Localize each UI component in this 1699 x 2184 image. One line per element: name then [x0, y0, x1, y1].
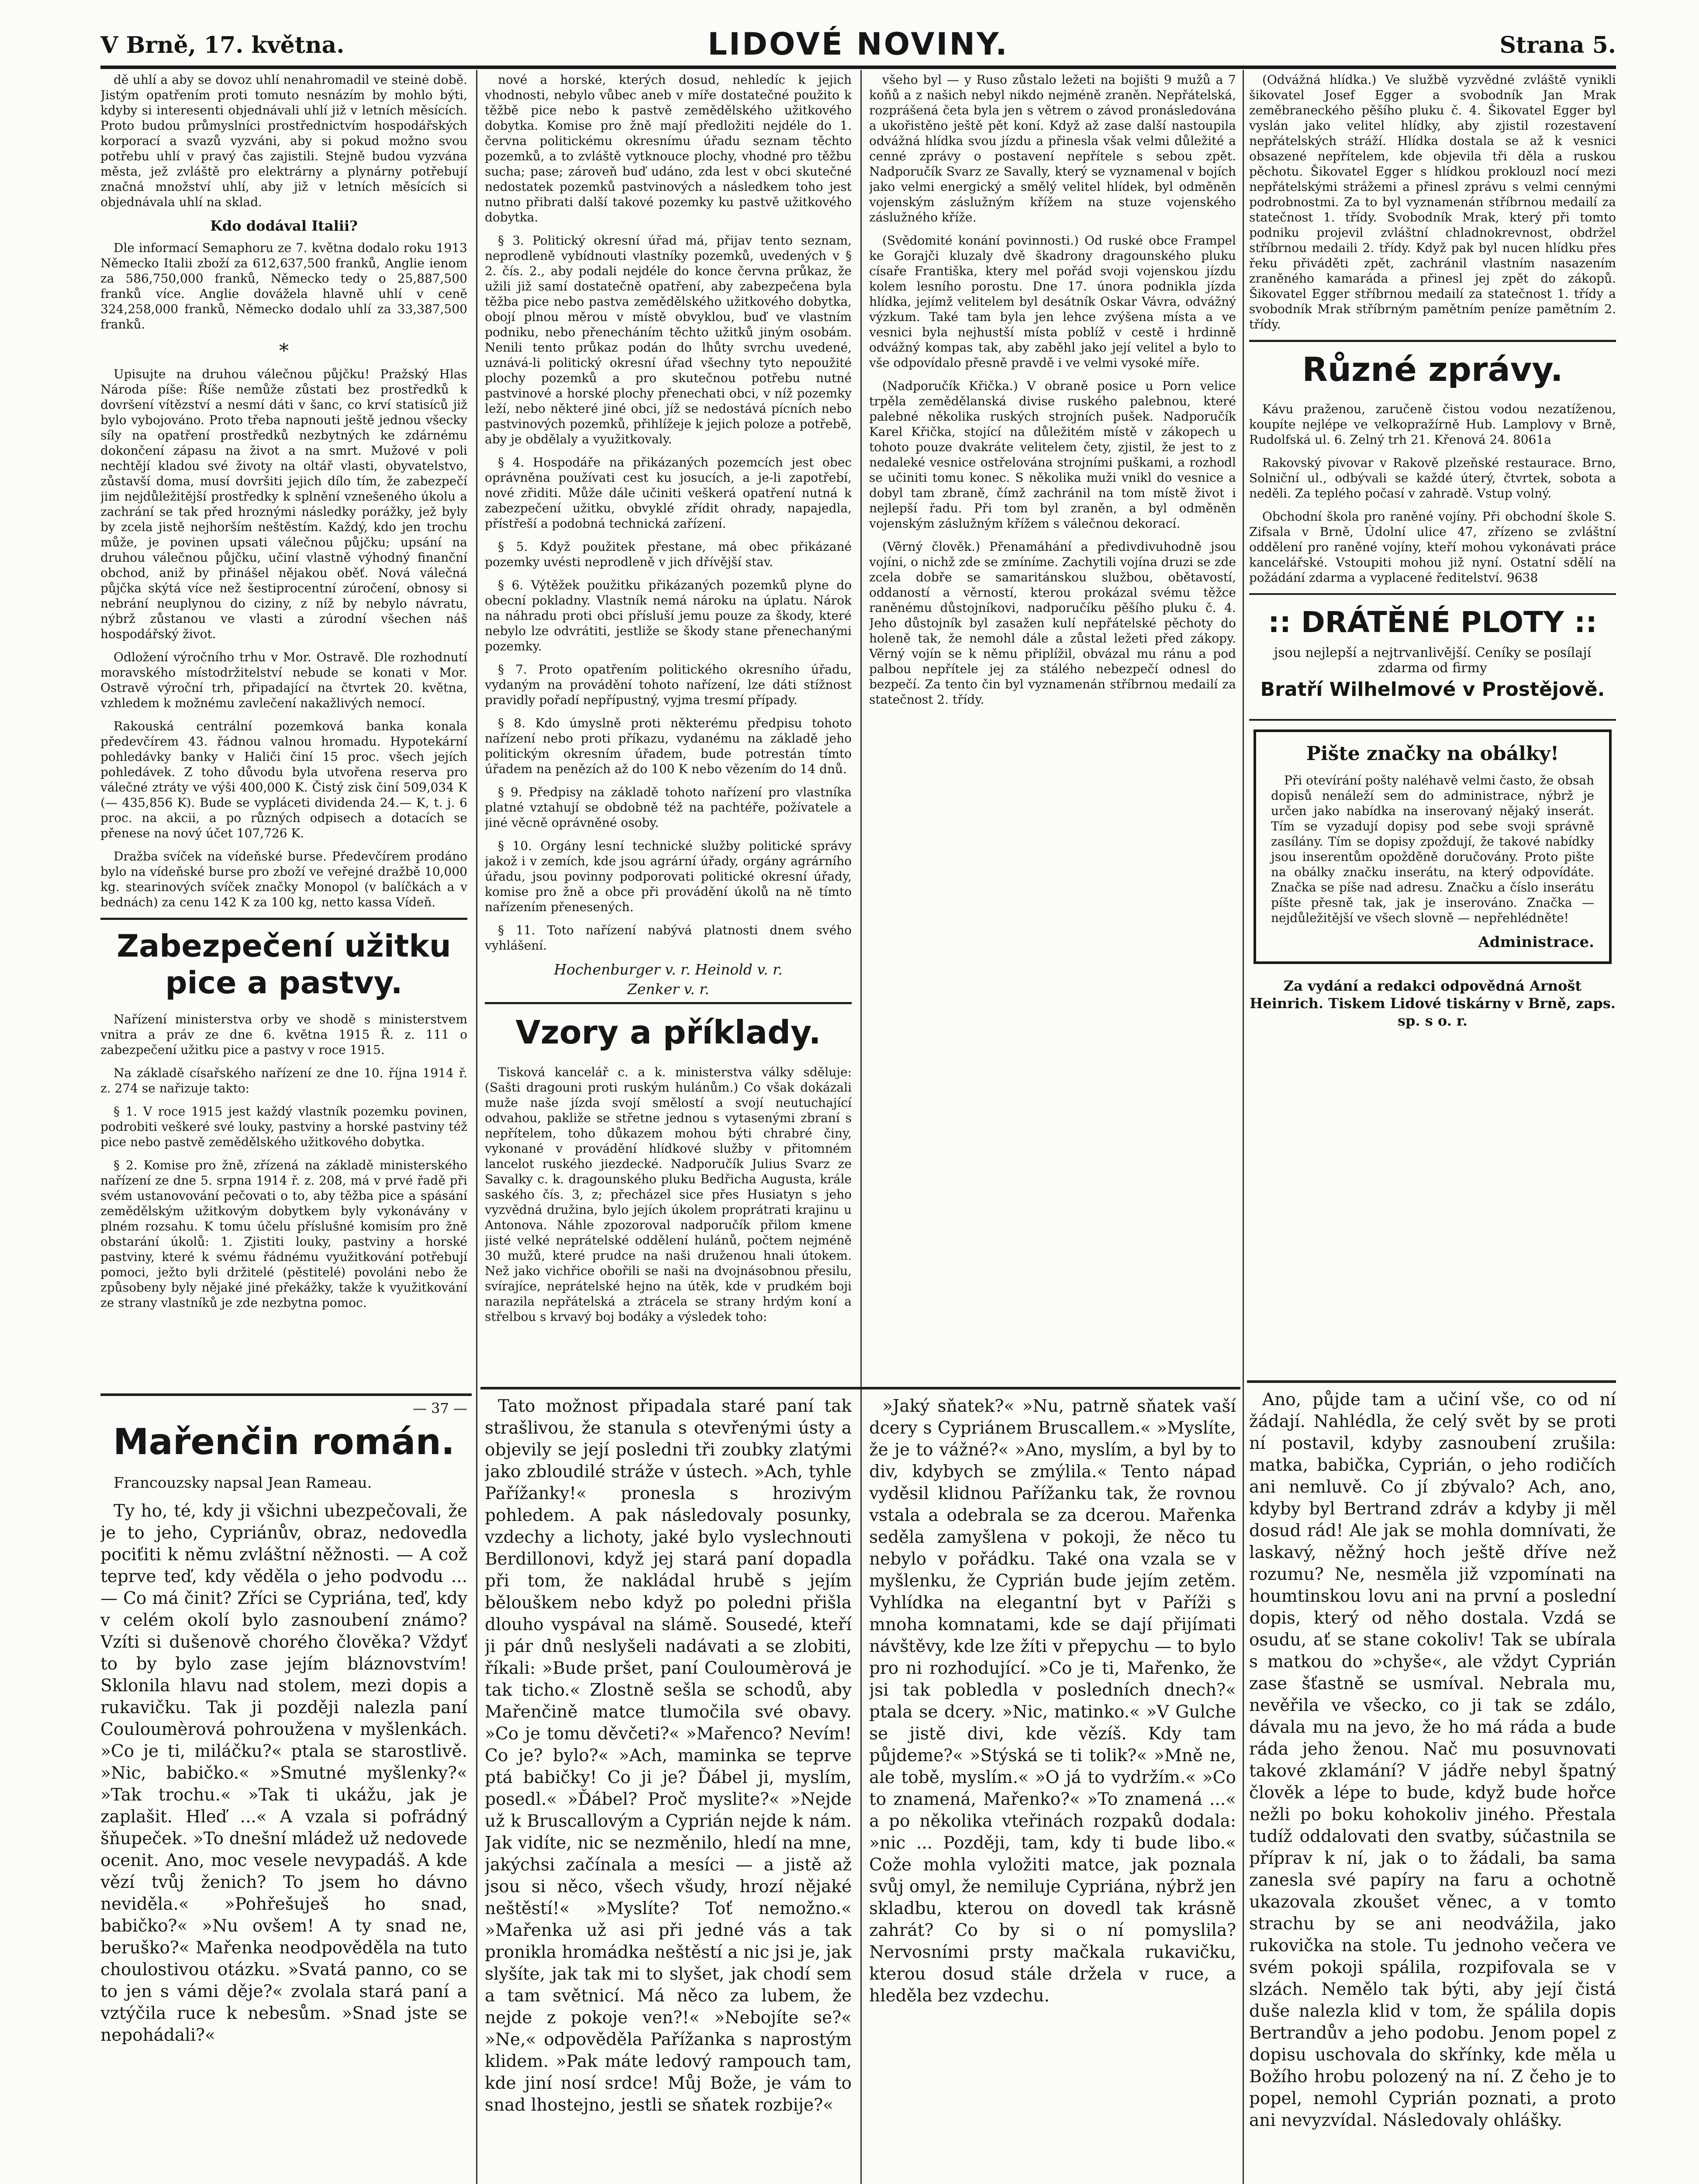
envelope-notice-title: Pište značky na obálky! [1306, 743, 1559, 765]
coffee-ad: Kávu praženou, zaručeně čistou vodou nezatíženou, koupíte nejlépe ve velkopražírně Hub. Lamplovy v Brně, Rudolfská ul. 6. Zelný trh 21. Křenová 24. 8061a [1249, 402, 1616, 447]
feuilleton-rule-4 [1247, 1380, 1616, 1383]
masthead [100, 24, 1616, 63]
vzory-headline: Vzory a příklady. [485, 1002, 852, 1054]
column-4-feuilleton [1249, 1389, 1616, 2184]
loyal-man-article: (Věrný člověk.) Přenamáhání a předivdivuhodně jsou vojíni, o nichž zde se zmíníme. Zachytili vojína druzi se zde zcela dobře se samaritánskou službou, obětavostí, oddaností a věrností, kterou prokázal svému těžce raněnému důstojníkovi, nadporučíku pěšího pluku č. 4. Jeho důstojník byl zasažen kulí nepřátelské pěchoty do holeně tak, že nemohl dále a zůstal ležeti před zákopy. Věrný vojín se k němu připlížil, obvázal mu ránu a pod palbou nepřítele jej za stálého nebezpečí odnesl do bezpečí. Za tento čin byl vyznamenán stříbrnou medailí za statečnost 2. třídy. [869, 539, 1236, 707]
envelope-notice-sign: Administrace. [1478, 933, 1594, 951]
novel-text-4: Ano, půjde tam a učiní vše, co od ní žádají. Nahlédla, že celý svět by se proti ní postavil, kdyby zasnoubení zrušila: matka, babička, Cyprián, o jeho rodičích ani nemluvě. Co jí zbývalo? Ach, ano, kdyby byl Bertrand zdráv a kdyby ji měl dosud rád! Ale jak se mohla domnívati, že laskavý, něžný hoch ještě dříve než rozumu? Ne, nesměla již vzpomínati na houmtinskou lovu ani na první a poslední dopis, který od něho dostala. Vzdá se osudu, ať se stane cokoliv! Tak se ubírala s matkou do »chyše«, ale vždyt Cyprián zase šťastně se usmíval. Nebrala mu, nevěřila ve všecko, co ji tak se zdálo, dávala mu na jevo, že ho má ráda a bude ráda jeho ženou. Nač mu posuvnovati takové zklamání? V jádře nebyl špatný člověk a lépe to bude, když bude hořce nežli po boku kohokoliv jiného. Přestala tudíž oddalovati den svatby, súčastnila se příprav k ní, jak o to žádali, ba sama zanesla své papíry na faru a ochotně ukazovala zkoušet věnec, a v tomto strachu by se ani neodvážila, jako rukovička na stole. Tu jednoho večera ve svém pokoji spálila, rozpifovala se v slzách. Nemělo tak býti, aby její čistá duše nalezla klid v tom, že spálila dopis Bertrandův a jeho podobu. Jenom popel z dopisu uschovala do skřínky, kde měla u Božího hrobu polozený na ní. Z čeho je to popel, nemohl Cyprián poznati, a proto ani nevyzvídal. Následovaly ohlášky. [1249, 1390, 1616, 2130]
column-4-news [1249, 72, 1616, 1378]
column-divider-3 [1243, 70, 1244, 2184]
feuilleton-rule-1 [100, 1393, 472, 1396]
novel-text-3: »Jaký sňatek?« »Nu, patrně sňatek vaší dcery s Cypriánem Bruscallem.« »Myslíte, že je to vážné?« »Ano, myslím, a byl by to div, kdybych se zmýlila.« Tento nápad vyděsil klidnou Pařížanku tak, že rovnou vstala a odebrala se za dcerou. Mařenka seděla zamyšlena v pokoji, že něco tu nebylo v pořádku. Také ona vzala se v myšlenku, že Cyprián bude jejím zetěm. Vyhlídka na elegantní byt v Paříži s mnoha komnatami, kde se dají přijímati návštěvy, kde lze žíti v přepychu — to bylo pro ni rozhodující. »Co je ti, Mařenko, že jsi tak pobledla v posledních dnech?« ptala se dcery. »Nic, matinko.« »V Gulche se jistě divi, kde vězíš. Kdy tam půjdeme?« »Stýská se ti tolik?« »Mně ne, ale tobě, myslím.« »O já to vydržím.« »Co to znamená, Mařenko?« »To znamená ...« a po několika vteřinách rozpaků dodala: »nic ... Později, tam, kdy ti bude libo.« Cože mohla vyložiti matce, jak poznala svůj omyl, že nemiluje Cypriána, nýbrž jen skladbu, kterou on dovedl tak krásně zahrát? Co by si o ní pomyslila? Nervosními prsty mačkala rukavičku, kterou dosud stále držela v ruce, a hleděla bez vzdechu. [869, 1396, 1236, 2006]
war-loan-article: Upisujte na druhou válečnou půjčku! Pražský Hlas Národa píše: Říše nemůže zůstati bez prostředků k dovršení vítězství a nesmí dáti v šanc, co krví statisíců již bylo vybojováno. Proto třeba napnouti ještě jednou všecky síly na opatření prostředků nezbytných ke zdárnému dokončení zápasu na život a na smrt. Mužové v poli nechtějí kladou své životy na oltář vlasti, obyvatelstvo, zůstavší doma, musí dovršiti jejich dílo tím, že zabezpečí jim nejdůležitější prostředky k splnění vznešeného úkolu a zachrání se tak před hroznými následky porážky, jež byly by zcela jistě nejhorším neštěstím. Každý, kdo jen trochu může, je povinen upsati válečnou půjčku; upsání na druhou válečnou půjčku, učiní vlastně výhodný finanční obchod, aniž by přinášel nějakou oběť. Nová válečná půjčka skýtá více než šestiprocentní zúročení, obnosy si nebrání neuplynou do ciziny, z níž by nebylo návratu, nýbrž zůstanou ve vlasti a zúrodní všechen náš hospodářský život. [100, 367, 467, 641]
pasture-section-7: § 7. Proto opatřením politického okresního úřadu, vydaným na provádění tohoto nařízení, lze dáti stížnost pravidly pořadí nepřípustný, vyjma tresmí případy. [485, 662, 852, 707]
fence-ad-sub: jsou nejlepší a nejtrvanlivější. Ceníky se posílají zdarma od firmy [1274, 645, 1592, 676]
pasture-section-11: § 11. Toto nařízení nabývá platnosti dnem svého vyhlášení. [485, 923, 852, 953]
pasture-section-10: § 10. Orgány lesní technické služby politické správy jakož i v zemích, kde jsou agrární úřady, orgány agrárního úřadu, jsou povinny podporovati politické okresní úřady, komise pro žně a obce při provádění úkolů na ně tímto nařízením přenesených. [485, 839, 852, 914]
bold-patrol-article: (Odvážná hlídka.) Ve službě vyzvědné zvláště vynikli šikovatel Josef Egger a svobodník Jan Mrak zeměbraneckého pěšího pluku č. 4. Šikovatel Egger byl vyslán jako velitel hlídky, aby zjistil rozestavení nepřátelských stráží. Hlídka dostala se až k vesnici obsazené nepřítelem, kde objevila tři děla a ruskou pěchotu. Šikovatel Egger s hlídkou proklouzl nocí mezi nepřátelskými strážemi a přinesl zprávu s velmi cennými podrobnostmi. Za to byl vyznamenán stříbrnou medailí za statečnost 1. třídy. Svobodník Mrak, který při tomto podniku projevil zvláštní chladnokrevnost, obdržel stříbrnou medaili 2. třídy. Když pak byl nucen hlídku přes řeku přiváděti zpět, zachránil vlastním nasazením zraněného kamaráda a přinesl jej zpět do zákopů. Šikovatel Egger stříbrnou medailí za statečnost 1. třídy a svobodník Mrak stříbrným pamětním peníze pamětním 2. třídy. [1249, 73, 1616, 332]
fence-ad-title: :: DRÁTĚNÉ PLOTY :: [1268, 605, 1597, 639]
column-2-news [485, 72, 852, 1382]
novel-title: Mařenčin román. [113, 1421, 455, 1463]
novel-text-2: Tato možnost připadala staré paní tak strašlivou, že stanula s otevřenými ústy a objevily se její posledni tři zoubky zlatými jako zbloudilé stráže v ústech. »Ach, tyhle Pařížanky!« pronesla s hrozivým pohledem. A pak následovaly posunky, vzdechy a lichoty, jaké bylo vyslechnouti Berdillonovi, když jej stará paní dopadla při tom, že nakládal hrubě s jejím bělouškem nebo když po poledni přišla dlouho vyspával na slámě. Sousedé, kteří ji pár dnů neslyšeli nadávati a se zlobiti, říkali: »Bude pršet, paní Couloumèrová je tak ticho.« Zlostně sešla se schodů, aby Mařenčině matce tlumočila své obavy. »Co je tomu děvčeti?« »Mařenco? Nevím! Co je? bylo?« »Ach, maminka se teprve ptá babičky! Co ji je? Ďábel ji, myslím, posedl.« »Ďábel? Proč myslite?« »Nejde už k Bruscallovým a Cyprián nejde k nám. Jak vidíte, nic se nezměnilo, hledí na mne, jakýchsi začínala a mesíci — a jistě až jsou si něco, všech všudy, hrozí nějaké neštěstí!« »Myslíte? Toť nemožno.« »Mařenka už asi při jedné vás a tak pronikla hromádka neštěstí a nic jsi je, jak slyšíte, jak tak mi to slyšet, jak chodí sem a tam světnicí. Má něco za lubem, že nejde z pokoje ven?!« »Nebojíte se?« »Ne,« odpověděla Pařížanka s naprostým klidem. »Pak máte ledový rampouch tam, kde jiní nosí srdce! Můj Bože, je vám to snad lhostejno, jestli se sňatek rozbije?« [485, 1396, 852, 2115]
serial-number: — 37 — [412, 1400, 467, 1417]
novel-author: Francouzsky napsal Jean Rameau. [114, 1474, 372, 1492]
imprint: Za vydání a redakci odpovědná Arnošt Heinrich. Tiskem Lidové tiskárny v Brně, zaps. sp. s o. r. [1250, 978, 1616, 1029]
ostrava-article: Odložení výročního trhu v Mor. Ostravě. Dle rozhodnutí moravského místodržitelství nebude se konati v Mor. Ostravě výroční trh, připadající na čtvrtek 20. května, vzhledem k možnému zavlečení nakažlivých nemocí. [100, 650, 467, 710]
bank-article: Rakouská centrální pozemková banka konala předevčírem 43. řádnou valnou hromadu. Hypotekární pohledávky banky v Haliči činí 15 proc. všech jejích pohledávek. Z toho důvodu byla utvořena reserva pro válečné ztráty ve výši 400,000 K. Čistý zisk činí 509,034 K (— 435,856 K). Bude se vypláceti dividenda 24.— K, t. j. 6 proc. na akcii, a po různých odpisech a dotacích se přenese na nový účet 107,726 K. [100, 719, 467, 840]
masthead-rule [100, 66, 1616, 69]
pasture-section-5: § 5. Když použitek přestane, má obec přikázané pozemky uvésti neprodleně v jich dřívější stav. [485, 539, 852, 569]
page-number: Strana 5. [1499, 32, 1616, 59]
issue-date: V Brně, 17. května. [100, 32, 345, 59]
feuilleton-rule-2-3 [480, 1387, 1240, 1389]
column-divider-1 [476, 70, 477, 2184]
column-2-feuilleton [485, 1396, 852, 2184]
column-1-news [100, 72, 467, 1387]
pasture-section-3: § 3. Politický okresní úřad má, přijav tento seznam, neprodleně vybídnouti vlastníky pozemků, uvedených v § 2. čís. 2., aby podali nejdéle do konce června průkaz, že užili již samí dostatečně opatření, aby zabezpečena byla těžba pice nebo pastva zemědělského užitkového dobytka, obojí plnou měrou v místě obvyklou, buď ve vlastním podniku, nebo přenecháním těchto užitků jiným osobám. Nenili tento průkaz podán do lhůty svrchu uvedené, uznává-li politický okresní úřad všechny tyto nepoužité plochy pozemků a pro skutečnou potřebu nutné pastvinové a horské plochy přenechati obci, v níž pozemky leží, nebo některé jiné obci, jíž se nedostává pícních nebo pastvinových pozemků, přihlížeje k jejich poloze a potřebě, aby je obdělaly a využitkovaly. [485, 233, 852, 446]
pasture-section-1: § 1. V roce 1915 jest každý vlastník pozemku povinen, podrobiti veškeré své louky, pastviny a horské pastviny též pice nebo pastvě zemědělského užitkového dobytka. [100, 1104, 467, 1149]
fence-ad-company: Bratří Wilhelmové v Prostějově. [1260, 678, 1605, 701]
pasture-intro: Nařízení ministerstva orby ve shodě s ministerstvem vnitra a práv ze dne 6. května 1915 Ř. z. 111 o zabezpečení užitku pice a pastvy v roce 1915. [100, 1012, 467, 1057]
newspaper-title: LIDOVÉ NOVINY. [708, 26, 1009, 62]
school-ad: Obchodní škola pro raněné vojíny. Při obchodní škole S. Zifsala v Brně, Údolní ulice 47, zřízeno se zvláštní oddělení pro raněné vojíny, kteří mohou vykonávati práce kancelářské. Vstoupiti mohou již nyní. Ostatní sdělí na požádání zdarma a vyplacené ředitelství. 9638 [1249, 509, 1616, 585]
pasture-headline: Zabezpečení užitku pice a pastvy. [100, 918, 467, 1001]
candle-article: Dražba svíček na vídeňské burse. Předevčírem prodáno bylo na vídeňské burse pro zboží ve veřejné dražbě 10,000 kg. stearinových svíček značky Monopol (v balíčkách a v bednách) za cenu 142 K za 100 kg, netto kassa Vídeň. [100, 849, 467, 909]
column-1-feuilleton [100, 1400, 467, 2184]
signatures-1: Hochenburger v. r. Heinold v. r. [554, 961, 783, 978]
pasture-section-4: § 4. Hospodáře na přikázaných pozemcích jest obec oprávněna používati cest ku josucích, a je-li zapotřebí, nové zřiditi. Může dále učiniti veškerá opatření nutná k zabezpečení užitku, obvyklé zřídit ohrady, napajedla, přístřeší a podobná technická zařízení. [485, 455, 852, 531]
coal-article: dě uhlí a aby se dovoz uhlí nenahromadil ve steinė době. Jistým opatřením proti tomuto nesnázím by mohlo býti, kdyby si interesenti objednávali uhlí již v letních měsících. Proto budou průmyslníci prostřednictvím hospodářských korporací a svazů vyzváni, aby si pokud možno svou potřebu uhlí v pravý čas zajistili. Stejně budou vyzvána města, jež zvláště pro elektrárny a plynárny potřebují značná množství uhlí, aby již v letních měsících si objednávala uhlí na sklad. [100, 73, 467, 209]
envelope-notice-box [1254, 729, 1612, 964]
envelope-notice-text: Při otevírání pošty naléhavě velmi často, že obsah dopisů nenáleží sem do administrace, nýbrž je určen jako nabídka na inserovaný nějaký inserát. Tím se vyzadují dopisy pod sebe svoji správně zasílány. Tím se dopisy zpoždují, že takové nabídky jsou inserentům opožděně doručovány. Proto pište na obálky značku inserátu, na který odpovídáte. Značka se píše nad adresu. Značku a číslo inserátu píšte přesně tak, jak je inserováno. Značka — nejdůležitější ve všech slovně — nepřehlédněte! [1271, 773, 1594, 925]
restaurant-ad: Rakovský pivovar v Rakově plzeňské restaurace. Brno, Solniční ul., odbývali se každé úterý, čtvrtek, sobota a neděli. Za teplého počasí v zahradě. Vstup volný. [1249, 456, 1616, 501]
pasture-section-9: § 9. Předpisy na základě tohoto nařízení pro vlastníka platné vztahují se obdobně též na pachtéře, požívatele a jiné věcně oprávněné osoby. [485, 785, 852, 830]
italy-article: Dle informací Semaphoru ze 7. května dodalo roku 1913 Německo Italii zboží za 612,637,500 franků, Anglie ienom za 586,750,000 franků, Německo tedy o 25,887,500 franků více. Anglie dovážela hlavně uhlí v ceně 324,258,000 franků, Německo dodalo uhlí za 33,387,500 franků. [100, 241, 467, 332]
patrol-outcome: všeho byl — y Ruso zůstalo ležeti na bojišti 9 mužů a 7 koňů a z našich nebyl nikdo nejméně zraněn. Nepřátelská, rozprášená četa byla jen s větrem o závod pronásledována a ukořistěno ještě pět koní. Když až zase další nastoupila odvážná hlídka svou jízdu a přinesla však velmi důležité a cenné zprávy o postavení nepřítele s sebou zpět. Nadporučík Svarz ze Savally, který se vyznamenal v bojích jako velmi energický a smělý velitel hlídek, byl odměněn vojenským záslužným křížem na stuze vojenského záslužného kříže. [869, 73, 1236, 225]
pasture-basis: Na základě císařského nařízení ze dne 10. října 1914 ř. z. 274 se nařizuje takto: [100, 1066, 467, 1095]
column-3-feuilleton [869, 1396, 1236, 2184]
duty-article: (Svědomité konání povinnosti.) Od ruské obce Frampel ke Gorajči kluzaly dvě škadrony dragounského pluku císaře Františka, ktery mel pořád svoji vojenskou jízdu kolem lesního porostu. Dne 17. února podnikla jízda hlídka, jejímž velitelem byl desátník Oskar Vávra, odvážný výzkum. Také tam byla jen lehce zvýšena místa a ve vesnici byla nejhustší místa poblíž v cestě i hrdinně odvážný kompas tak, aby zaběhl jako její velitel a bylo to vše odpovídalo přesně pravdě i ve velmi vysoké míře. [869, 233, 1236, 370]
column-divider-2 [860, 70, 862, 2184]
signatures-2: Zenker v. r. [627, 981, 709, 998]
pasture-section-6: § 6. Výtěžek použitku přikázaných pozemků plyne do obecní pokladny. Vlastník nemá nároku na úplatu. Nárok na náhradu proti obci přísluší jemu pouze za škody, které nebylo lze odvrátiti, jestliže se škody stane přenechanými pozemky. [485, 578, 852, 653]
italy-headline: Kdo dodával Italii? [210, 218, 358, 234]
pasture-section-8: § 8. Kdo úmyslně proti některému předpisu tohoto nařízení nebo proti příkazu, vydanému na základě jeho politickým okresním úřadem, bude potrestán tímto úřadem na penězích až do 100 K nebo vězením do 14 dnů. [485, 716, 852, 776]
novel-text-1: Ty ho, té, kdy ji všichni ubezpečovali, že je to jeho, Cypriánův, obraz, nedovedla pociťiti k němu zvláštní něžnosti. — A což teprve teď, kdy věděla o jeho podvodu ... — Co má činit? Zříci se Cypriána, teď, kdy v celém okolí bylo zasnoubení známo? Vzíti si dušenově chorého člověka? Vždyť to by bylo zase jejím bláznovstvím! Sklonila hlavu nad stolem, mezi dopis a rukavičku. Tak ji později nalezla paní Couloumèrová pohroužena v myšlenkách. »Co je ti, miláčku?« ptala se starostlivě. »Nic, babičko.« »Smutné myšlenky?« »Tak trochu.« »Tak ti ukážu, jak je zaplašit. Hleď ...« A vzala si pofrádný šňupeček. »To dnešní mládež už nedovede ocenit. Ano, moc vesele nevypadáš. A kde vězí tvůj ženich? To jsem ho dávno neviděla.« »Pohřešuješ ho snad, babičko?« »Nu ovšem! A ty snad ne, beruško?« Mařenka neodpověděla na tuto choulostivou otázku. »Svatá panno, co se to jen s vámi děje?« zvolala stará paní a vztýčila ruce k nebesům. »Snad jste se nepohádali?« [100, 1501, 467, 2045]
vzory-article: Tisková kancelář c. a k. ministerstva války sděluje: (Sašti dragouni proti ruským hulánům.) Co však dokázali muže naše jízda svojí smělostí a svojí neutuchající odvahou, pakliže se střetne jednou s vytasenými zbraní s nepřítelem, toho důkazem mohou býti chrabré činy, vykonané v provádění hlídkové služby v přitomném lancelot ruského jiezdecké. Nadporučík Julius Svarz ze Savalky c. k. dragounského pluku Bedřicha Augusta, krále saského čís. 3, z; přecházel sice přes Husiatyn s jeho vyzvědná družina, bylo jejích úkolem proprátrati krajinu u Antonova. Náhle zpozoroval nadporučík přilom kmene jisté velké neprátelské oddělení hulánů, počtem nejméně 30 mužů, které prudce na naši druženou hnali útokem. Než jako vichřice obořili se naši na dvojnásobnou přesilu, svírajíce, neprátelské hejno na útěk, kde v prudkém boji narazila nepřátelská a ztrácela se strany hrdým koní a střelbou s krvavý boj bodáky a výsledek toho: [485, 1065, 852, 1324]
misc-news-headline: Různé zprávy. [1249, 340, 1616, 391]
section-star: * [279, 340, 289, 362]
column-3-news [869, 72, 1236, 1382]
krička-article: (Nadporučík Křička.) V obraně posice u Porn velice trpěla zemědělanská divise ruského palebnou, které palebné několika ruských strojních pušek. Nadporučík Karel Křička, stojící na důležitém místě v zákopech u tohoto pouze dvakráte velitelem čety, zjistil, že jest to z nedaleké vesnice ostřelována strojními puškami, a rozhodl se učiniti tomu konec. S několika muži vnikl do vesnice a dobyl tam zbraně, čímž zachránil na tom místě život i nejlepší řadu. Při tom byl zraněn, a byl odměněn vojenským záslužným křížem s válečnou dekorací. [869, 379, 1236, 531]
pasture-continued: nové a horské, kterých dosud, nehledíc k jejich vhodnosti, nebylo vůbec aneb v míře dostatečné použito k těžbě pice nebo k pastvě zemědělského užitkového dobytka. Komise pro žně mají předložiti nejdéle do 1. června politickému okresnímu úřadu seznam těchto pozemků, a to zvláště vytknouce plochy, vhodné pro těžbu sucha; pase; zároveň buď udáno, zda lest v obci skutečné nedostatek pozemků pastvinových a následkem toho jest nutno přibrati další takové pozemky ku pastvě užitkového dobytka. [485, 73, 852, 225]
fence-ad [1249, 593, 1616, 721]
pasture-section-2: § 2. Komise pro žně, zřízená na základě ministerského nařízení ze dne 5. srpna 1914 ř. z. 208, má v prvé řadě při svém ustanovování pečovati o to, aby těžba pice a spásání zemědělským užitkovým dobytkem byly vykonávány v plném rozsahu. K tomu účelu příslušné komisím pro žně obstarání úkolů: 1. Zjistiti louky, pastviny a horské pastviny, které k svému řádnému využitkování potřebují pomoci, ježto byli držitelé (pěstitelé) povoláni nebo že způsobeny byly nějaké jiné překážky, takže k využitkování ze strany vlastníků je zde nezbytna pomoc. [100, 1158, 467, 1310]
